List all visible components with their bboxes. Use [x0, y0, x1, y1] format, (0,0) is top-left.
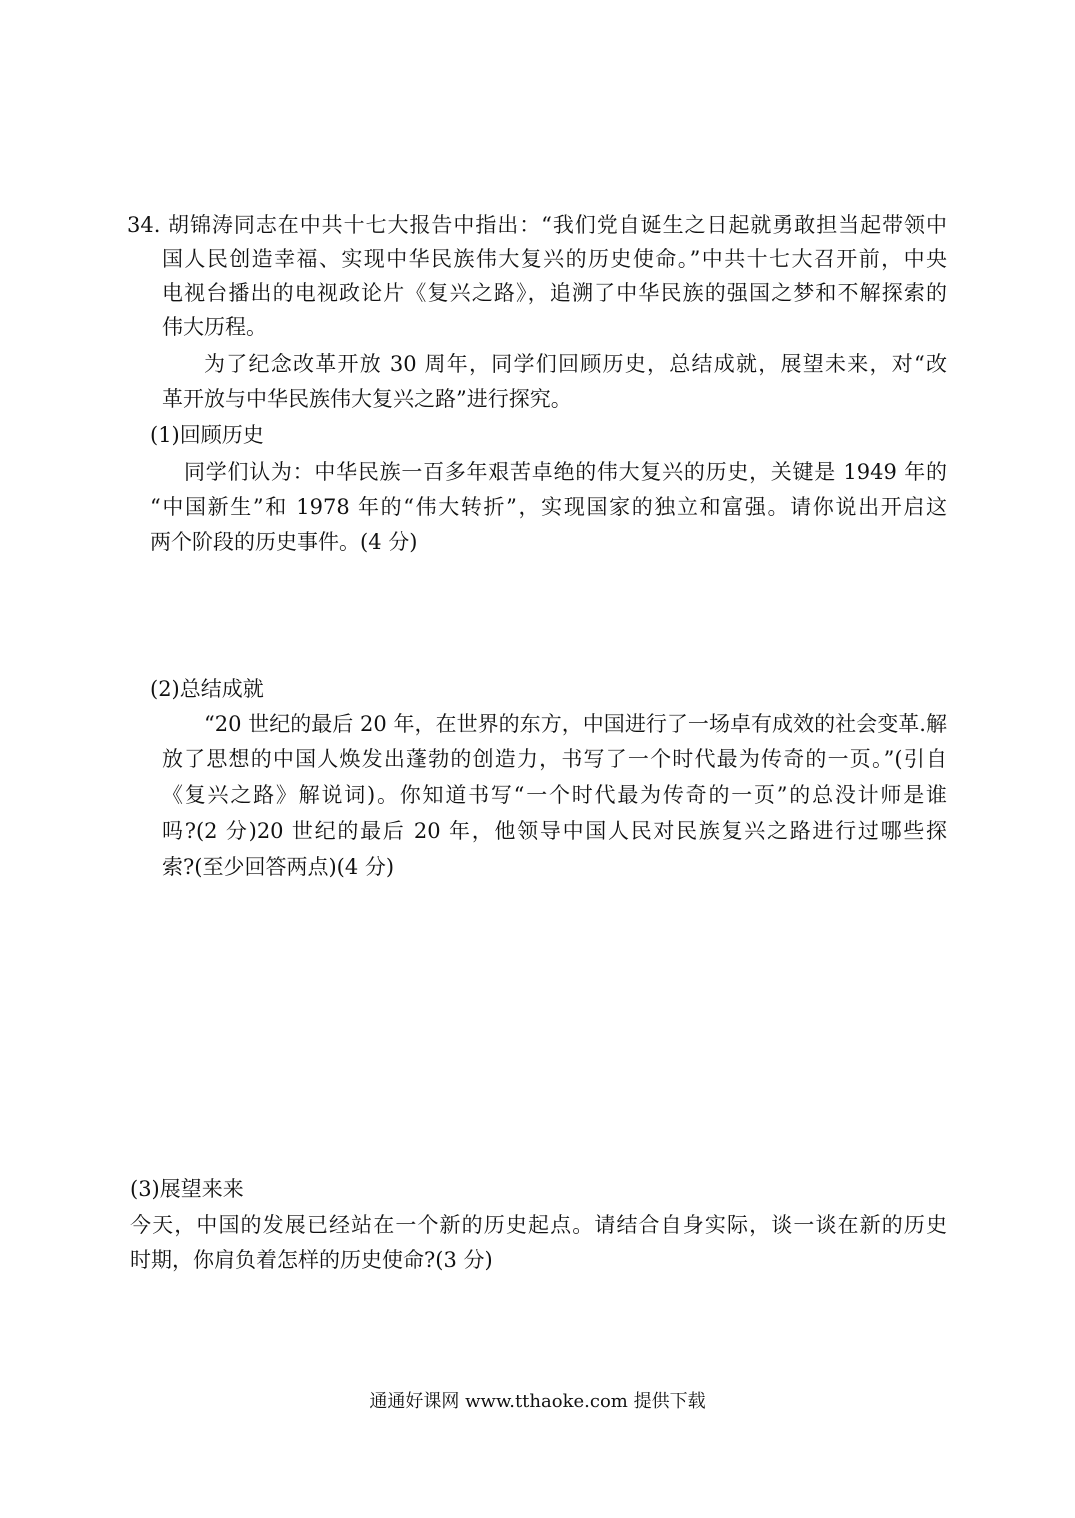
part2-line-2: 放了思想的中国人焕发出蓬勃的创造力，书写了一个时代最为传奇的一页。”(引自: [162, 747, 947, 771]
q34-purpose-line-2: 革开放与中华民族伟大复兴之路”进行探究。: [162, 387, 572, 411]
part2-line-3: 《复兴之路》解说词)。你知道书写“一个时代最为传奇的一页”的总没计师是谁: [162, 783, 947, 807]
q34-intro-line-4: 伟大历程。: [162, 315, 267, 339]
part2-line-1: “20 世纪的最后 20 年，在世界的东方，中国进行了一场卓有成效的社会变革.解: [204, 712, 947, 736]
q34-intro-line-1: 34. 胡锦涛同志在中共十七大报告中指出：“我们党自诞生之日起就勇敢担当起带领中: [127, 213, 947, 237]
part3-line-2: 时期，你肩负着怎样的历史使命?(3 分): [130, 1248, 493, 1272]
part1-line-1: 同学们认为：中华民族一百多年艰苦卓绝的伟大复兴的历史，关键是 1949 年的: [184, 460, 947, 484]
part3-title: (3)展望来来: [130, 1177, 244, 1201]
part1-line-3: 两个阶段的历史事件。(4 分): [150, 530, 418, 554]
part2-line-4: 吗?(2 分)20 世纪的最后 20 年，他领导中国人民对民族复兴之路进行过哪些探: [162, 819, 947, 843]
part2-line-5: 索?(至少回答两点)(4 分): [162, 855, 395, 879]
part1-title: (1)回顾历史: [150, 423, 264, 447]
part3-line-1: 今天，中国的发展已经站在一个新的历史起点。请结合自身实际，谈一谈在新的历史: [130, 1213, 947, 1237]
page-footer: 通通好课网 www.tthaoke.com 提供下载: [369, 1391, 706, 1412]
q34-purpose-line-1: 为了纪念改革开放 30 周年，同学们回顾历史，总结成就，展望未来，对“改: [204, 352, 947, 376]
part2-title: (2)总结成就: [150, 677, 264, 701]
part1-line-2: “中国新生”和 1978 年的“伟大转折”，实现国家的独立和富强。请你说出开启这: [150, 495, 947, 519]
q34-intro-line-3: 电视台播出的电视政论片《复兴之路》，追溯了中华民族的强国之梦和不解探索的: [162, 281, 947, 305]
q34-intro-line-2: 国人民创造幸福、实现中华民族伟大复兴的历史使命。”中共十七大召开前，中央: [162, 247, 947, 271]
